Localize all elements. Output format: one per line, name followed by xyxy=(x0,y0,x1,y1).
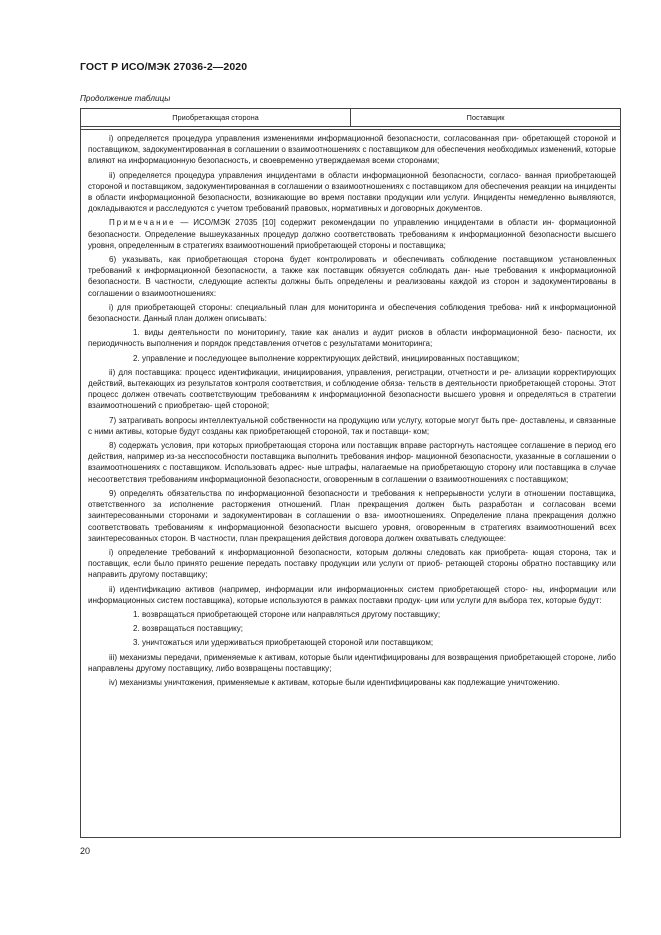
paragraph-item-9-ii-2: 2. возвращаться поставщику; xyxy=(133,624,244,634)
column-header-acquirer: Приобретающая сторона xyxy=(172,113,259,122)
paragraph-item-6: 6) указывать, как приобретающая сторона будет контролировать и обеспечивать соблюдение поставщиком установленных требований к информационной безопасности, а также как поставщик обязуется соблюдать дан- ные требования к информационной безопасности. В частности, следующие аспекты должны быть определены и реализованы каждой из сторон и задокументированы в соглашении о взаимоотношениях: xyxy=(88,255,616,298)
paragraph-item-9: 9) определять обязательства по информационной безопасности и требования к непрерывности услуги в отношении поставщика, ответственного за исполнение расторжения отношений. План прекращения должен быть разработан и согласован всеми заинтересованными сторонами и задокументирован в соглашении о вза- имоотношениях. Определение плана прекращения должно соответствовать требованиям к информационной безопасности высшего уровня, оговоренным в стратегиях взаимоотношений всех заинтересованных сторон. В частности, план прекращения действия договора должен охватывать следующее: xyxy=(88,488,616,543)
table-body xyxy=(81,127,620,837)
table-header xyxy=(81,109,620,127)
paragraph-item-9-iv: iv) механизмы уничтожения, применяемые к активам, которые были идентифицированы как подлежащие уничтожению. xyxy=(109,677,560,687)
note-paragraph xyxy=(88,217,616,251)
page-number: 20 xyxy=(80,846,91,856)
paragraph-item-9-iii: iii) механизмы передачи, применяемые к активам, которые были идентифицированы для возвращения приобретающей стороне, либо направлены другому поставщику, либо возвращены поставщику; xyxy=(88,652,616,673)
paragraph-item-9-i: i) определение требований к информационной безопасности, которым должны следовать как приобрета- ющая сторона, так и поставщик, если было принято решение передать поставку продукции или услуги от приоб- ретающей стороны обратно поставщику или направить другому поставщику; xyxy=(88,547,616,580)
note-text: — ИСО/МЭК 27035 [10] содержит рекомендации по управлению инцидентами в области ин- формационной безопасности. Определение вышеуказанных процедур должно соответствовать требованиям к информационной безопасности высшего уровня, определенным в стратегиях взаимоотношений приобретающей стороны и поставщика; xyxy=(88,218,616,250)
paragraph-item-6-i-2: 2. управление и последующее выполнение корректирующих действий, инициированных поставщиком; xyxy=(133,353,520,363)
table-caption: Продолжение таблицы xyxy=(80,94,171,103)
paragraph-item-9-ii-1: 1. возвращаться приобретающей стороне или направляться другому поставщику; xyxy=(133,609,441,619)
document-header: ГОСТ Р ИСО/МЭК 27036-2—2020 xyxy=(80,61,248,73)
paragraph-item-7: 7) затрагивать вопросы интеллектуальной собственности на продукцию или услугу, которые могут быть пре- доставлены, и связанные с ними активы, которые будут созданы как приобретающей стороной, так и поставщи- ком; xyxy=(88,415,616,436)
paragraph-item-8: 8) содержать условия, при которых приобретающая сторона или поставщик вправе расторгнуть настоящее соглашение в период его действия, например из-за несспособности поставщика выполнить требования инфор- мационной безопасности, указанные в соглашении о взаимоотношениях с поставщиком. Использовать адрес- ные штрафы, налагаемые на приобретающую сторону или поставщика в случае несоответствия требованиям информационной безопасности, оговоренным в соглашении о взаимоотношениях с поставщиком; xyxy=(88,441,616,484)
requirements-table xyxy=(80,108,621,838)
paragraph-incident-management: ii) определяется процедура управления инцидентами в области информационной безопасности, согласо- ванная приобретающей стороной и поставщиком, задокументированная в соглашении о взаимоотношениях с поставщиком для обеспечения реакции на инциденты в области информационной безопасности, возникающие во время поставки продукции или услуги. Инциденты немедленно выявляются, докладываются и расследуются с учетом требований правовых, нормативных и договорных документов. xyxy=(88,170,616,214)
paragraph-change-management: i) определяется процедура управления изменениями информационной безопасности, согласованная при- обретающей стороной и поставщиком, задокументированная в соглашении о взаимоотношениях с поставщиком для обеспечения необходимых изменений, которые влияют на информационную безопасность, и своевременно утверждаемая всеми сторонами; xyxy=(88,134,616,166)
paragraph-item-6-ii: ii) для поставщика: процесс идентификации, инициирования, управления, регистрации, отчетности и ре- ализации корректирующих действий, вытекающих из результатов контроля соответствия, и соблюдение обяза- тельств в деятельности приобретающей стороны. Этот процесс должен отвечать соответствующим требованиям к информационной безопасности высшего уровня и определяться в стратегии взаимоотношений с приобретаю- щей стороной; xyxy=(88,367,616,411)
paragraph-item-9-ii: ii) идентификацию активов (например, информации или информационных систем приобретающей сторо- ны, информации или информационных систем поставщика), которые используются в рамках поставки продук- ции или услуги для выбора тех, которые будут: xyxy=(88,584,616,605)
paragraph-item-9-ii-3: 3. уничтожаться или удерживаться приобретающей стороной или поставщиком; xyxy=(133,638,434,648)
column-header-supplier: Поставщик xyxy=(350,109,620,126)
note-label: Примечание xyxy=(109,218,176,228)
paragraph-item-6-i: i) для приобретающей стороны: специальный план для мониторинга и обеспечения соблюдения требова- ний к информационной безопасности. Данный план должен описывать: xyxy=(88,302,616,324)
paragraph-item-6-i-1: 1. виды деятельности по мониторингу, такие как анализ и аудит рисков в области информационной безо- пасности, их периодичность выполнения и порядок представления отчетов с результатами мониторинга; xyxy=(88,328,616,349)
table-content xyxy=(81,130,620,688)
